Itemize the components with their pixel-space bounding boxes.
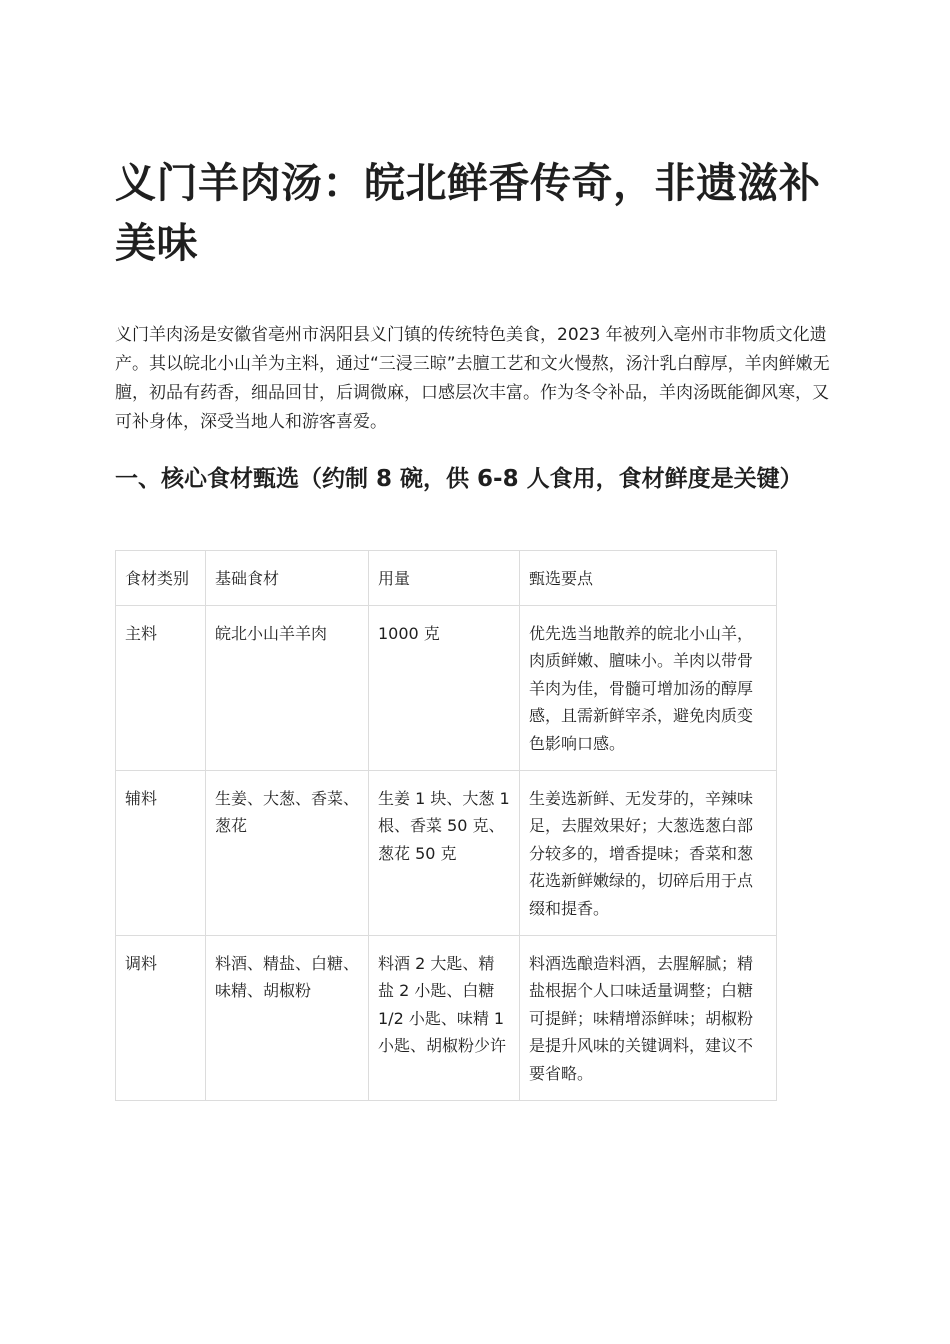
header-category: 食材类别	[116, 551, 206, 606]
table-row	[116, 770, 777, 935]
cell-ingredients: 皖北小山羊羊肉	[206, 605, 369, 770]
page-title: 义门羊肉汤：皖北鲜香传奇，非遗滋补美味	[115, 159, 821, 267]
cell-amount: 1000 克	[369, 605, 520, 770]
header-selection-notes: 甄选要点	[520, 551, 777, 606]
cell-category: 辅料	[116, 770, 206, 935]
cell-ingredients: 生姜、大葱、香菜、葱花	[206, 770, 369, 935]
section-heading-ingredients: 一、核心食材甄选（约制 8 碗，供 6-8 人食用，食材鲜度是关键）	[115, 466, 803, 492]
cell-category: 主料	[116, 605, 206, 770]
table-header-row	[116, 551, 777, 606]
cell-notes: 生姜选新鲜、无发芽的，辛辣味足，去腥效果好；大葱选葱白部分较多的，增香提味；香菜和葱花选新鲜嫩绿的，切碎后用于点缀和提香。	[520, 770, 777, 935]
table-row	[116, 605, 777, 770]
intro-paragraph: 义门羊肉汤是安徽省亳州市涡阳县义门镇的传统特色美食，2023 年被列入亳州市非物质文化遗产。其以皖北小山羊为主料，通过“三浸三晾”去膻工艺和文火慢熬，汤汁乳白醇厚，羊肉鲜嫩无膻，初品有药香，细品回甘，后调微麻，口感层次丰富。作为冬令补品，羊肉汤既能御风寒，又可补身体，深受当地人和游客喜爱。	[115, 325, 830, 432]
ingredients-table	[115, 550, 777, 1101]
cell-category: 调料	[116, 935, 206, 1100]
cell-notes: 料酒选酿造料酒，去腥解腻；精盐根据个人口味适量调整；白糖可提鲜；味精增添鲜味；胡椒粉是提升风味的关键调料，建议不要省略。	[520, 935, 777, 1100]
cell-ingredients: 料酒、精盐、白糖、味精、胡椒粉	[206, 935, 369, 1100]
cell-notes: 优先选当地散养的皖北小山羊，肉质鲜嫩、膻味小。羊肉以带骨羊肉为佳，骨髓可增加汤的醇厚感，且需新鲜宰杀，避免肉质变色影响口感。	[520, 605, 777, 770]
table-row	[116, 935, 777, 1100]
header-amount: 用量	[369, 551, 520, 606]
cell-amount: 生姜 1 块、大葱 1 根、香菜 50 克、葱花 50 克	[369, 770, 520, 935]
header-ingredients: 基础食材	[206, 551, 369, 606]
cell-amount: 料酒 2 大匙、精盐 2 小匙、白糖 1/2 小匙、味精 1 小匙、胡椒粉少许	[369, 935, 520, 1100]
